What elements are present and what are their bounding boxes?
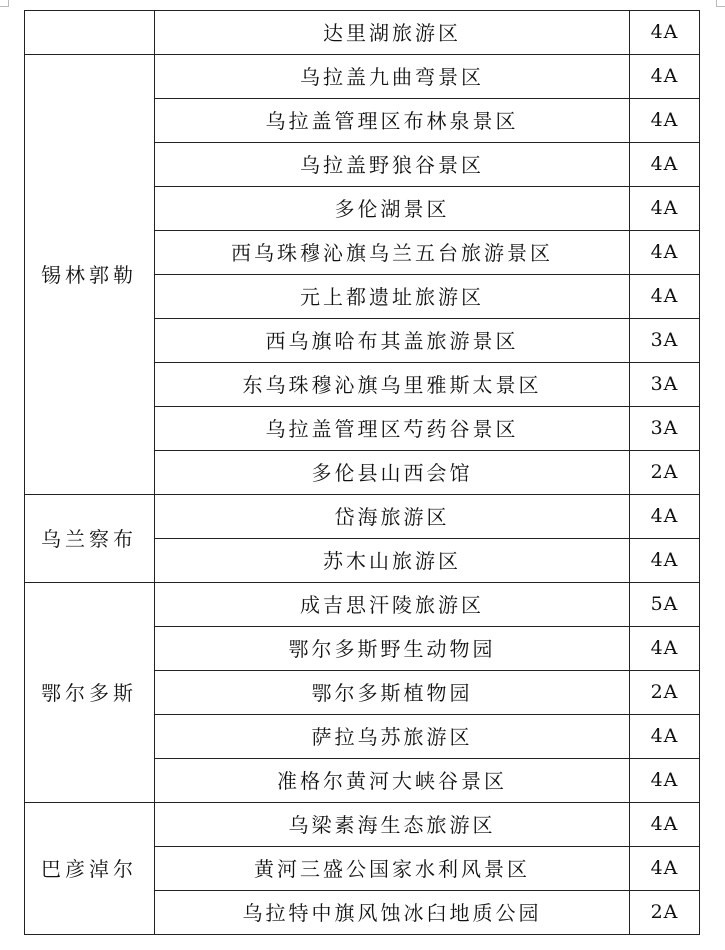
scenic-area-name: 元上都遗址旅游区: [155, 275, 630, 319]
scenic-area-name: 准格尔黄河大峡谷景区: [155, 759, 630, 803]
scenic-area-name: 乌拉盖管理区芍药谷景区: [155, 407, 630, 451]
scenic-area-name: 成吉思汗陵旅游区: [155, 583, 630, 627]
region-cell-bayannur: 巴彦淖尔: [25, 803, 155, 935]
region-cell-xilingol: 锡林郭勒: [25, 55, 155, 495]
scenic-area-name: 东乌珠穆沁旗乌里雅斯太景区: [155, 363, 630, 407]
grade-level: 3A: [630, 319, 700, 363]
scenic-area-name: 乌拉盖管理区布林泉景区: [155, 99, 630, 143]
table-row: [25, 11, 700, 55]
table-row: [25, 803, 700, 847]
region-cell-ulanqab: 乌兰察布: [25, 495, 155, 583]
scenic-area-name: 西乌珠穆沁旗乌兰五台旅游景区: [155, 231, 630, 275]
grade-level: 4A: [630, 99, 700, 143]
scenic-area-name: 鄂尔多斯植物园: [155, 671, 630, 715]
scenic-area-table: [24, 10, 700, 935]
region-cell-ordos: 鄂尔多斯: [25, 583, 155, 803]
scenic-area-name: 西乌旗哈布其盖旅游景区: [155, 319, 630, 363]
grade-level: 3A: [630, 407, 700, 451]
grade-level: 4A: [630, 143, 700, 187]
table-row: [25, 583, 700, 627]
scenic-area-name: 岱海旅游区: [155, 495, 630, 539]
grade-level: 4A: [630, 495, 700, 539]
scenic-area-name: 乌梁素海生态旅游区: [155, 803, 630, 847]
scenic-area-name: 萨拉乌苏旅游区: [155, 715, 630, 759]
grade-level: 3A: [630, 363, 700, 407]
grade-level: 4A: [630, 11, 700, 55]
scenic-area-name: 鄂尔多斯野生动物园: [155, 627, 630, 671]
grade-level: 4A: [630, 759, 700, 803]
scenic-area-name: 黄河三盛公国家水利风景区: [155, 847, 630, 891]
grade-level: 4A: [630, 715, 700, 759]
grade-level: 4A: [630, 55, 700, 99]
page-corner-mark-left-horizontal: [0, 6, 9, 7]
scenic-area-name: 乌拉盖野狼谷景区: [155, 143, 630, 187]
grade-level: 2A: [630, 671, 700, 715]
grade-level: 4A: [630, 627, 700, 671]
grade-level: 4A: [630, 539, 700, 583]
grade-level: 4A: [630, 847, 700, 891]
grade-level: 4A: [630, 275, 700, 319]
grade-level: 4A: [630, 187, 700, 231]
grade-level: 4A: [630, 231, 700, 275]
table-row: [25, 495, 700, 539]
scenic-area-name: 苏木山旅游区: [155, 539, 630, 583]
page-corner-mark-right-horizontal: [716, 6, 725, 7]
grade-level: 5A: [630, 583, 700, 627]
scenic-area-name: 乌拉特中旗风蚀冰臼地质公园: [155, 891, 630, 935]
scenic-area-name: 多伦县山西会馆: [155, 451, 630, 495]
grade-level: 2A: [630, 891, 700, 935]
table-row: [25, 55, 700, 99]
grade-level: 2A: [630, 451, 700, 495]
scenic-area-name: 多伦湖景区: [155, 187, 630, 231]
scenic-area-name: 达里湖旅游区: [155, 11, 630, 55]
grade-level: 4A: [630, 803, 700, 847]
scenic-area-name: 乌拉盖九曲弯景区: [155, 55, 630, 99]
region-cell: [25, 11, 155, 55]
